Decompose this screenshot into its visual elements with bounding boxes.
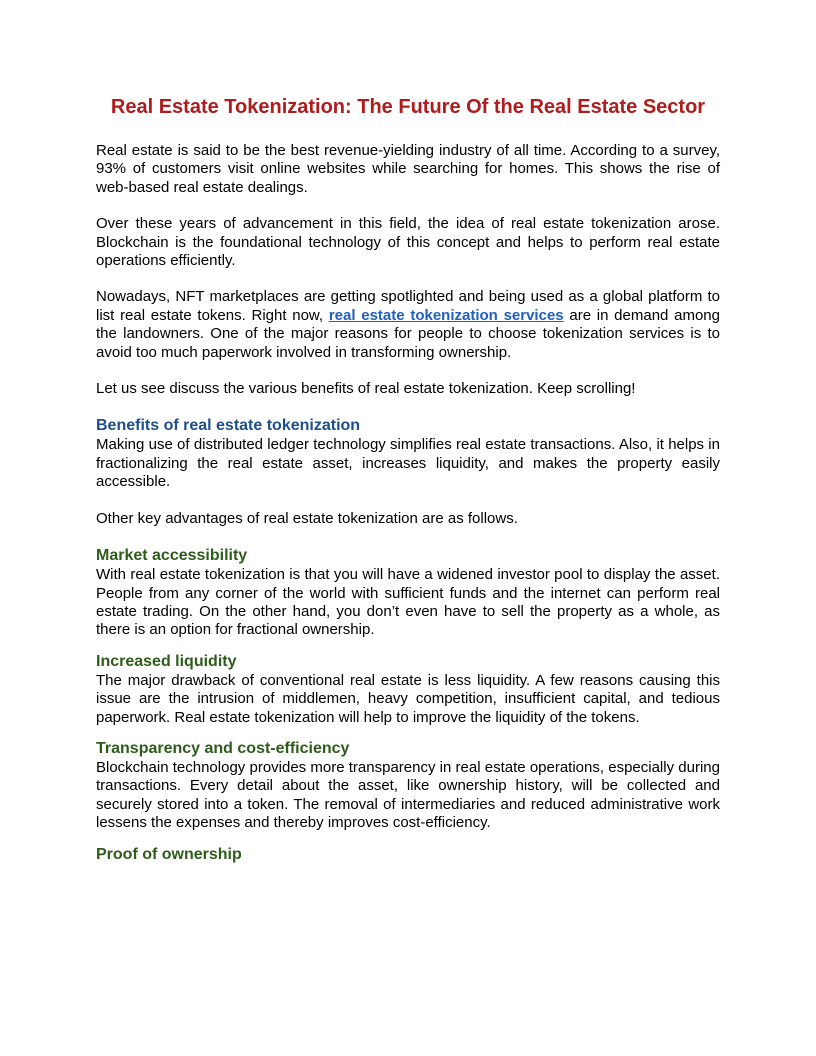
nft-paragraph	[96, 288, 720, 362]
section-heading-proof-of-ownership: Proof of ownership	[96, 845, 242, 863]
section-heading-increased-liquidity: Increased liquidity	[96, 652, 237, 670]
lead-in-paragraph: Let us see discuss the various benefits of real estate tokenization. Keep scrolling!	[96, 380, 636, 398]
section-body-market-accessibility: With real estate tokenization is that you will have a widened investor pool to display the asset. People from any corner of the world with sufficient funds and the internet can perform real estate trading. On the other hand, you don’t even have to sell the property as a whole, as there is an option for fractional ownership.	[96, 566, 720, 639]
document-title: Real Estate Tokenization: The Future Of the Real Estate Sector	[110, 96, 706, 118]
nft-paragraph-before-link: Nowadays, NFT marketplaces are getting spotlighted and being used as a global platform to list real estate tokens. Right now,	[96, 288, 720, 324]
benefits-paragraph: Making use of distributed ledger technology simplifies real estate transactions. Also, it helps in fractionalizing the real estate asset, increases liquidity, and makes the property easily accessible.	[96, 436, 720, 491]
nft-paragraph-after-link: are in demand among the landowners. One of the major reasons for people to choose tokenization services is to avoid too much paperwork involved in transforming ownership.	[96, 306, 720, 361]
section-body-transparency: Blockchain technology provides more transparency in real estate operations, especially during transactions. Every detail about the asset, like ownership history, will be collected and securely stored into a token. The removal of intermediaries and reduced administrative work lessens the expenses and thereby improves cost-efficiency.	[96, 758, 720, 832]
benefits-heading: Benefits of real estate tokenization	[96, 417, 361, 435]
intro-paragraph-1: Real estate is said to be the best revenue-yielding industry of all time. According to a survey, 93% of customers visit online websites while searching for homes. This shows the rise of web-based real estate dealings.	[96, 142, 720, 196]
section-heading-transparency: Transparency and cost-efficiency	[96, 739, 350, 757]
intro-paragraph-2: Over these years of advancement in this field, the idea of real estate tokenization arose. Blockchain is the foundational technology of this concept and helps to perform real estate operations efficiently.	[96, 215, 720, 270]
section-heading-market-accessibility: Market accessibility	[96, 547, 248, 565]
benefits-followup: Other key advantages of real estate tokenization are as follows.	[96, 509, 518, 527]
tokenization-services-link[interactable]: real estate tokenization services	[328, 306, 564, 324]
section-body-increased-liquidity: The major drawback of conventional real estate is less liquidity. A few reasons causing this issue are the intrusion of middlemen, heavy competition, insufficient capital, and tedious paperwork. Real estate tokenization will help to improve the liquidity of the tokens.	[96, 671, 720, 726]
